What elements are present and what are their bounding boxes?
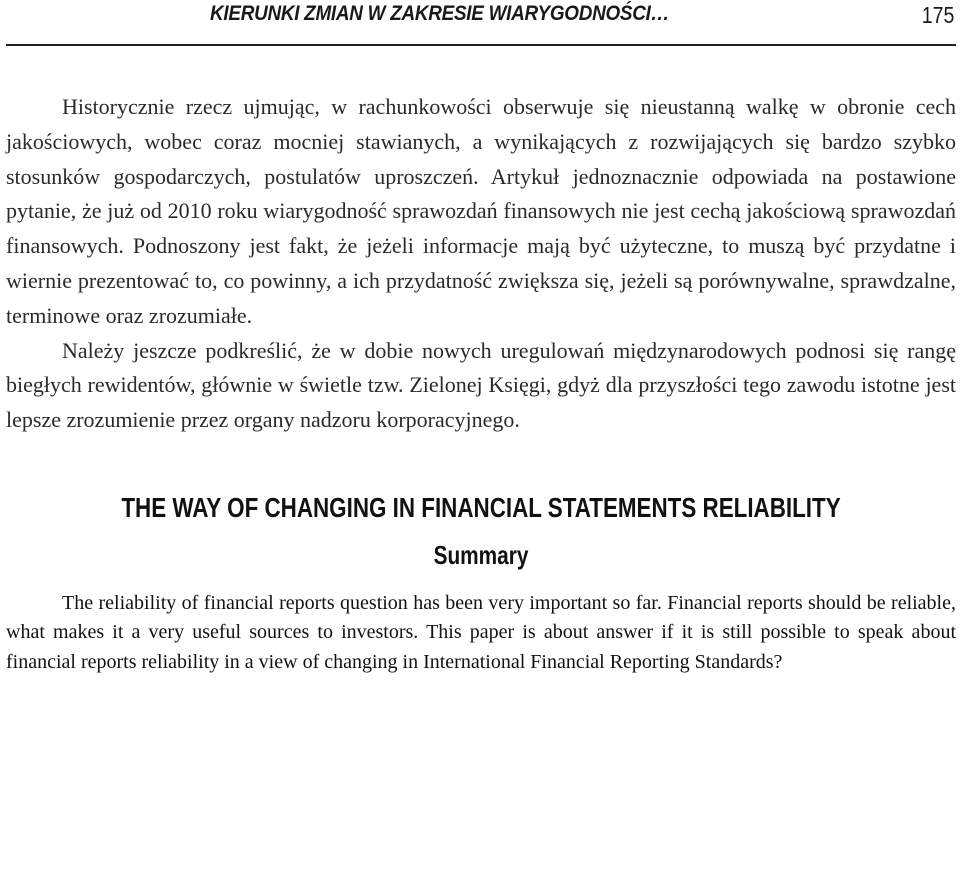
- body-paragraph: Należy jeszcze podkreślić, że w dobie nowych uregulowań międzynarodowych podnosi się rangę biegłych rewidentów, głównie w świetle tzw. Zielonej Księgi, gdyż dla przyszłości tego zawodu istotne jest lepsze zrozumienie przez organy nadzoru korporacyjnego.: [6, 337, 956, 433]
- running-header: [6, 0, 956, 46]
- document-page: [6, 0, 956, 677]
- body-paragraph: Historycznie rzecz ujmując, w rachunkowości obserwuje się nieustanną walkę w obronie cech jakościowych, wobec coraz mocniej stawianych, a wynikających z rozwijających się bardzo szybko stosunków gospodarczych, postulatów uproszczeń. Artykuł jednoznacznie odpowiada na postawione pytanie, że już od 2010 roku wiarygodność sprawozdań finansowych nie jest cechą jakościową sprawozdań finansowych. Podnoszony jest fakt, że jeżeli informacje mają być użyteczne, to muszą być przydatne i wiernie prezentować to, co powinny, a ich przydatność zwiększa się, jeżeli są porównywalne, sprawdzalne, terminowe oraz zrozumiałe.: [6, 94, 956, 328]
- summary-paragraph: The reliability of financial reports question has been very important so far. Financial reports should be reliable, what makes it a very useful sources to investors. This paper is about answer if it is still possible to speak about financial reports reliability in a view of changing in International Financial Reporting Standards?: [6, 591, 956, 673]
- summary-title: THE WAY OF CHANGING IN FINANCIAL STATEMENTS RELIABILITY: [121, 491, 841, 523]
- page-number: 175: [921, 2, 954, 28]
- summary-text: [6, 589, 956, 678]
- body-text: [6, 90, 956, 438]
- summary-label: Summary: [433, 539, 529, 570]
- running-title: KIERUNKI ZMIAN W ZAKRESIE WIARYGODNOŚCI…: [210, 2, 670, 25]
